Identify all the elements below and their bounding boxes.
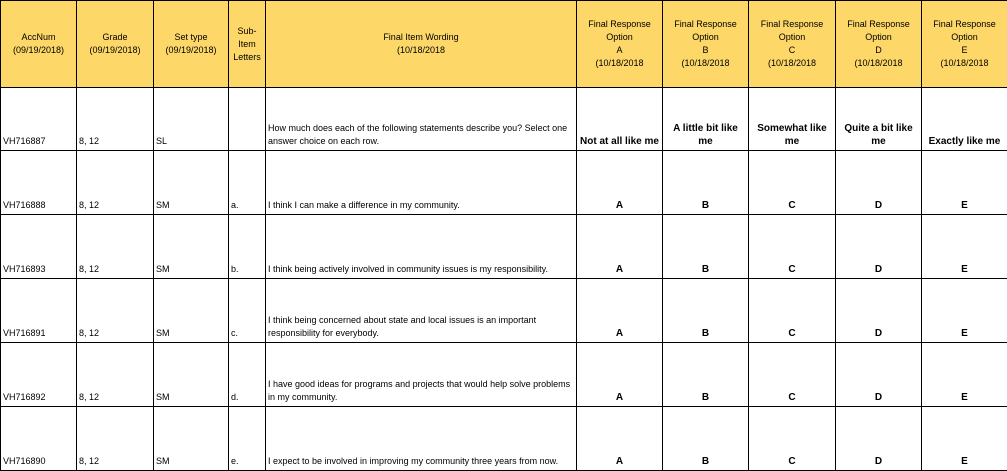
cell-option-d: D bbox=[836, 407, 922, 471]
header-sub-item: Sub- Item Letters bbox=[229, 1, 266, 88]
cell-wording: I think being actively involved in community issues is my responsibility. bbox=[266, 215, 577, 279]
cell-option-c: C bbox=[749, 343, 836, 407]
cell-option-c: C bbox=[749, 151, 836, 215]
table-row bbox=[1, 407, 1007, 471]
cell-option-b: B bbox=[663, 279, 749, 343]
cell-sub-item: a. bbox=[229, 151, 266, 215]
cell-option-a: Not at all like me bbox=[577, 88, 663, 151]
cell-sub-item: e. bbox=[229, 407, 266, 471]
table-row bbox=[1, 151, 1007, 215]
cell-option-e: E bbox=[922, 151, 1007, 215]
header-option-c: Final Response Option C (10/18/2018 bbox=[749, 1, 836, 88]
header-accnum: AccNum (09/19/2018) bbox=[1, 1, 77, 88]
cell-option-d: D bbox=[836, 151, 922, 215]
table-row bbox=[1, 88, 1007, 151]
cell-set-type: SL bbox=[154, 88, 229, 151]
cell-sub-item: b. bbox=[229, 215, 266, 279]
table-row bbox=[1, 279, 1007, 343]
cell-option-d: D bbox=[836, 215, 922, 279]
cell-option-b: B bbox=[663, 407, 749, 471]
cell-option-a: A bbox=[577, 151, 663, 215]
cell-option-c: C bbox=[749, 407, 836, 471]
cell-option-d: D bbox=[836, 343, 922, 407]
cell-option-a: A bbox=[577, 343, 663, 407]
cell-sub-item bbox=[229, 88, 266, 151]
cell-option-e: E bbox=[922, 279, 1007, 343]
cell-option-e: E bbox=[922, 407, 1007, 471]
cell-accnum: VH716893 bbox=[1, 215, 77, 279]
header-set-type: Set type (09/19/2018) bbox=[154, 1, 229, 88]
cell-option-a: A bbox=[577, 407, 663, 471]
cell-set-type: SM bbox=[154, 343, 229, 407]
cell-wording: I think being concerned about state and local issues is an important responsibility for everybody. bbox=[266, 279, 577, 343]
cell-grade: 8, 12 bbox=[77, 215, 154, 279]
cell-option-e: E bbox=[922, 343, 1007, 407]
header-option-a: Final Response Option A (10/18/2018 bbox=[577, 1, 663, 88]
cell-sub-item: c. bbox=[229, 279, 266, 343]
cell-grade: 8, 12 bbox=[77, 88, 154, 151]
cell-option-e: E bbox=[922, 215, 1007, 279]
cell-accnum: VH716888 bbox=[1, 151, 77, 215]
cell-option-d: D bbox=[836, 279, 922, 343]
cell-grade: 8, 12 bbox=[77, 407, 154, 471]
cell-option-c: C bbox=[749, 279, 836, 343]
cell-accnum: VH716892 bbox=[1, 343, 77, 407]
table-row bbox=[1, 343, 1007, 407]
cell-option-b: B bbox=[663, 343, 749, 407]
cell-grade: 8, 12 bbox=[77, 151, 154, 215]
header-wording: Final Item Wording (10/18/2018 bbox=[266, 1, 577, 88]
cell-option-e: Exactly like me bbox=[922, 88, 1007, 151]
cell-option-d: Quite a bit like me bbox=[836, 88, 922, 151]
cell-wording: I have good ideas for programs and projects that would help solve problems in my community. bbox=[266, 343, 577, 407]
cell-option-b: B bbox=[663, 151, 749, 215]
cell-set-type: SM bbox=[154, 407, 229, 471]
table-row bbox=[1, 215, 1007, 279]
cell-option-a: A bbox=[577, 279, 663, 343]
cell-grade: 8, 12 bbox=[77, 343, 154, 407]
cell-accnum: VH716891 bbox=[1, 279, 77, 343]
cell-accnum: VH716887 bbox=[1, 88, 77, 151]
cell-option-b: B bbox=[663, 215, 749, 279]
cell-option-b: A little bit like me bbox=[663, 88, 749, 151]
header-option-d: Final Response Option D (10/18/2018 bbox=[836, 1, 922, 88]
header-option-b: Final Response Option B (10/18/2018 bbox=[663, 1, 749, 88]
header-row bbox=[1, 1, 1007, 88]
cell-sub-item: d. bbox=[229, 343, 266, 407]
cell-option-c: Somewhat like me bbox=[749, 88, 836, 151]
header-option-e: Final Response Option E (10/18/2018 bbox=[922, 1, 1007, 88]
cell-set-type: SM bbox=[154, 215, 229, 279]
cell-wording: I think I can make a difference in my community. bbox=[266, 151, 577, 215]
cell-option-c: C bbox=[749, 215, 836, 279]
cell-wording: How much does each of the following statements describe you? Select one answer choice on each row. bbox=[266, 88, 577, 151]
cell-grade: 8, 12 bbox=[77, 279, 154, 343]
header-grade: Grade (09/19/2018) bbox=[77, 1, 154, 88]
cell-accnum: VH716890 bbox=[1, 407, 77, 471]
cell-set-type: SM bbox=[154, 151, 229, 215]
cell-set-type: SM bbox=[154, 279, 229, 343]
cell-wording: I expect to be involved in improving my community three years from now. bbox=[266, 407, 577, 471]
cell-option-a: A bbox=[577, 215, 663, 279]
